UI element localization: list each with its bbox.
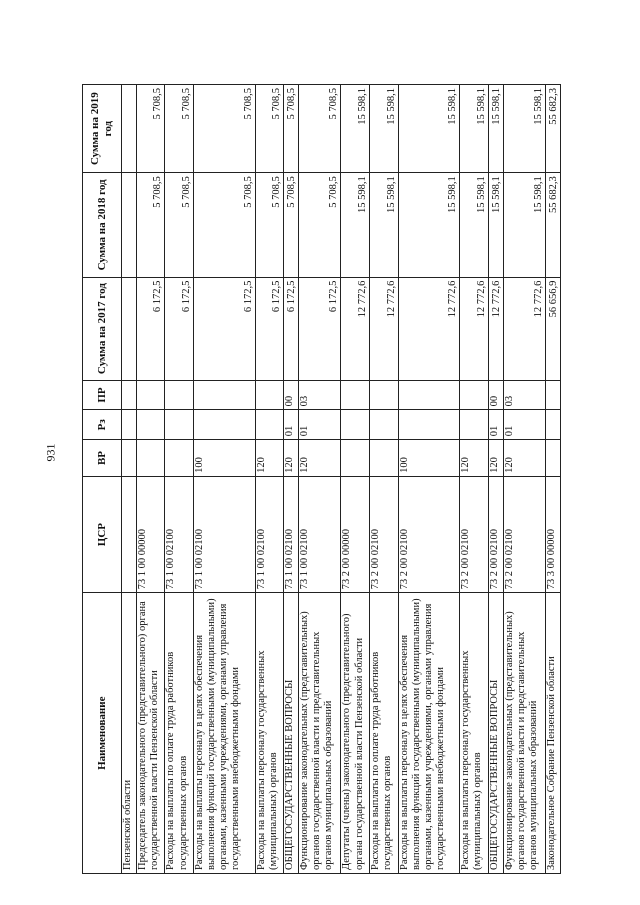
row-name-cell: Функционирование законодательных (представительных) органов государственной власти и представительных органов муниципальных образований — [503, 593, 545, 874]
row-name-cell: Расходы на выплаты персоналу государственных (муниципальных) органов — [460, 593, 489, 874]
row-sum-2019-cell: 15 598,1 — [370, 85, 399, 173]
row-vr-cell — [136, 440, 165, 477]
row-sum-2017-cell: 12 772,6 — [341, 277, 370, 380]
row-vr-cell: 100 — [194, 440, 256, 477]
row-name-cell: Расходы на выплаты персоналу в целях обеспечения выполнения функций государственными (муниципальными) органами, казенными учреждениями, органами управления государственными внебюджетными фондами — [194, 593, 256, 874]
row-sum-2017-cell: 12 772,6 — [503, 277, 545, 380]
row-sum-2018-cell: 15 598,1 — [488, 173, 503, 277]
row-sum-2017-cell: 6 172,5 — [136, 277, 165, 380]
table-row — [398, 85, 460, 874]
row-rz-cell — [398, 410, 460, 440]
row-pr-cell: 00 — [284, 380, 299, 410]
row-vr-cell — [122, 440, 137, 477]
table-row — [488, 85, 503, 874]
row-rz-cell — [255, 410, 284, 440]
row-vr-cell: 120 — [460, 440, 489, 477]
row-name-cell: Пензенской области — [122, 593, 137, 874]
row-vr-cell — [546, 440, 561, 477]
row-csr-cell: 73 1 00 02100 — [255, 476, 284, 593]
row-rz-cell — [370, 410, 399, 440]
row-csr-cell: 73 2 00 00000 — [341, 476, 370, 593]
row-pr-cell — [546, 380, 561, 410]
row-sum-2019-cell: 15 598,1 — [398, 85, 460, 173]
row-sum-2018-cell: 5 708,5 — [299, 173, 341, 277]
budget-table-sheet — [82, 84, 561, 874]
row-csr-cell: 73 1 00 02100 — [299, 476, 341, 593]
row-sum-2018-cell: 5 708,5 — [284, 173, 299, 277]
row-name-cell: Функционирование законодательных (представительных) органов государственной власти и представительных органов муниципальных образований — [299, 593, 341, 874]
header-sum-2019: Сумма на 2019 год — [83, 85, 122, 173]
header-vr: ВР — [83, 440, 122, 477]
row-name-cell: Законодательное Собрание Пензенской области — [546, 593, 561, 874]
header-sum-2018: Сумма на 2018 год — [83, 173, 122, 277]
row-sum-2018-cell: 15 598,1 — [341, 173, 370, 277]
row-sum-2018-cell: 15 598,1 — [460, 173, 489, 277]
table-row — [370, 85, 399, 874]
row-vr-cell — [370, 440, 399, 477]
row-name-cell: ОБЩЕГОСУДАРСТВЕННЫЕ ВОПРОСЫ — [488, 593, 503, 874]
row-sum-2018-cell: 5 708,5 — [136, 173, 165, 277]
row-pr-cell: 00 — [488, 380, 503, 410]
row-sum-2017-cell: 6 172,5 — [299, 277, 341, 380]
row-name-cell: Расходы на выплаты по оплате труда работников государственных органов — [370, 593, 399, 874]
row-csr-cell: 73 1 00 02100 — [165, 476, 194, 593]
row-vr-cell: 120 — [503, 440, 545, 477]
row-rz-cell: 01 — [488, 410, 503, 440]
header-sum-2017: Сумма на 2017 год — [83, 277, 122, 380]
row-pr-cell — [398, 380, 460, 410]
row-name-cell: Расходы на выплаты персоналу государственных (муниципальных) органов — [255, 593, 284, 874]
table-row — [122, 85, 137, 874]
row-pr-cell — [460, 380, 489, 410]
row-sum-2017-cell: 6 172,5 — [165, 277, 194, 380]
row-sum-2019-cell: 15 598,1 — [488, 85, 503, 173]
row-csr-cell: 73 1 00 00000 — [136, 476, 165, 593]
row-rz-cell — [165, 410, 194, 440]
row-rz-cell — [122, 410, 137, 440]
table-header-row — [83, 85, 122, 874]
row-sum-2019-cell: 5 708,5 — [284, 85, 299, 173]
row-sum-2017-cell — [122, 277, 137, 380]
row-sum-2019-cell: 5 708,5 — [194, 85, 256, 173]
row-sum-2018-cell: 15 598,1 — [398, 173, 460, 277]
row-vr-cell: 120 — [284, 440, 299, 477]
row-csr-cell: 73 2 00 02100 — [398, 476, 460, 593]
row-vr-cell: 120 — [255, 440, 284, 477]
row-rz-cell: 01 — [503, 410, 545, 440]
row-name-cell: Расходы на выплаты персоналу в целях обеспечения выполнения функций государственными (муниципальными) органами, казенными учреждениями, органами управления государственными внебюджетными фондами — [398, 593, 460, 874]
table-row — [255, 85, 284, 874]
row-sum-2017-cell: 12 772,6 — [460, 277, 489, 380]
row-sum-2019-cell: 5 708,5 — [299, 85, 341, 173]
row-csr-cell: 73 1 00 02100 — [194, 476, 256, 593]
row-rz-cell — [460, 410, 489, 440]
table-row — [299, 85, 341, 874]
header-name: Наименование — [83, 593, 122, 874]
row-sum-2017-cell: 6 172,5 — [255, 277, 284, 380]
table-row — [460, 85, 489, 874]
row-sum-2019-cell: 5 708,5 — [165, 85, 194, 173]
row-rz-cell — [341, 410, 370, 440]
header-csr: ЦСР — [83, 476, 122, 593]
row-pr-cell: 03 — [503, 380, 545, 410]
row-csr-cell: 73 2 00 02100 — [503, 476, 545, 593]
table-row — [546, 85, 561, 874]
row-rz-cell: 01 — [284, 410, 299, 440]
row-sum-2019-cell: 15 598,1 — [503, 85, 545, 173]
table-row — [165, 85, 194, 874]
row-vr-cell: 120 — [488, 440, 503, 477]
row-name-cell: Председатель законодательного (представительного) органа государственной власти Пензенской области — [136, 593, 165, 874]
row-csr-cell: 73 2 00 02100 — [370, 476, 399, 593]
row-csr-cell: 73 1 00 02100 — [284, 476, 299, 593]
row-sum-2018-cell: 5 708,5 — [255, 173, 284, 277]
row-sum-2017-cell: 12 772,6 — [370, 277, 399, 380]
row-name-cell: ОБЩЕГОСУДАРСТВЕННЫЕ ВОПРОСЫ — [284, 593, 299, 874]
row-sum-2018-cell: 15 598,1 — [503, 173, 545, 277]
row-rz-cell — [546, 410, 561, 440]
row-sum-2019-cell: 15 598,1 — [460, 85, 489, 173]
row-sum-2017-cell: 12 772,6 — [398, 277, 460, 380]
budget-table — [82, 84, 561, 874]
row-sum-2017-cell: 56 656,9 — [546, 277, 561, 380]
row-sum-2017-cell: 6 172,5 — [284, 277, 299, 380]
row-vr-cell: 120 — [299, 440, 341, 477]
row-rz-cell: 01 — [299, 410, 341, 440]
row-pr-cell — [122, 380, 137, 410]
row-sum-2018-cell: 5 708,5 — [194, 173, 256, 277]
table-row — [503, 85, 545, 874]
row-sum-2018-cell: 15 598,1 — [370, 173, 399, 277]
row-rz-cell — [194, 410, 256, 440]
page-number-text: 931 — [43, 443, 58, 462]
row-vr-cell — [165, 440, 194, 477]
row-sum-2018-cell — [122, 173, 137, 277]
row-csr-cell: 73 3 00 00000 — [546, 476, 561, 593]
row-sum-2019-cell — [122, 85, 137, 173]
row-sum-2019-cell: 55 682,3 — [546, 85, 561, 173]
row-pr-cell — [136, 380, 165, 410]
row-sum-2018-cell: 5 708,5 — [165, 173, 194, 277]
row-vr-cell: 100 — [398, 440, 460, 477]
row-sum-2019-cell: 5 708,5 — [255, 85, 284, 173]
row-csr-cell — [122, 476, 137, 593]
row-pr-cell — [194, 380, 256, 410]
row-name-cell: Депутаты (члены) законодательного (представительного) органа государственной власти Пензенской области — [341, 593, 370, 874]
row-pr-cell — [255, 380, 284, 410]
row-sum-2019-cell: 15 598,1 — [341, 85, 370, 173]
row-sum-2019-cell: 5 708,5 — [136, 85, 165, 173]
row-sum-2017-cell: 12 772,6 — [488, 277, 503, 380]
table-row — [284, 85, 299, 874]
table-row — [341, 85, 370, 874]
table-row — [194, 85, 256, 874]
row-sum-2017-cell: 6 172,5 — [194, 277, 256, 380]
row-vr-cell — [341, 440, 370, 477]
table-body — [122, 85, 561, 874]
header-pr: ПР — [83, 380, 122, 410]
row-sum-2018-cell: 55 682,3 — [546, 173, 561, 277]
row-name-cell: Расходы на выплаты по оплате труда работников государственных органов — [165, 593, 194, 874]
row-rz-cell — [136, 410, 165, 440]
table-row — [136, 85, 165, 874]
page-number — [21, 0, 81, 905]
row-csr-cell: 73 2 00 02100 — [488, 476, 503, 593]
row-pr-cell — [370, 380, 399, 410]
row-csr-cell: 73 2 00 02100 — [460, 476, 489, 593]
header-rz: Рз — [83, 410, 122, 440]
row-pr-cell: 03 — [299, 380, 341, 410]
row-pr-cell — [165, 380, 194, 410]
row-pr-cell — [341, 380, 370, 410]
